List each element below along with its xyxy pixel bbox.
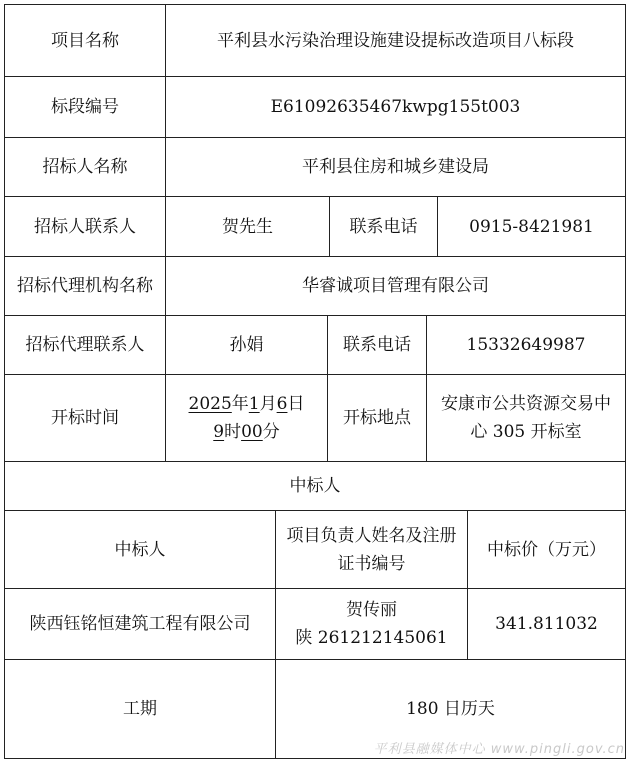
tenderer-contact-name: 贺先生 [222, 216, 273, 237]
opening-day: 6 [276, 394, 288, 414]
month-unit: 月 [259, 394, 277, 414]
section-no-value: E61092635467kwpg155t003 [270, 97, 521, 117]
tenderer-phone-label: 联系电话 [349, 216, 418, 237]
tenderer-contact-label: 招标人联系人 [34, 216, 136, 237]
opening-minute: 00 [241, 422, 263, 442]
project-name-label: 项目名称 [51, 30, 119, 51]
manager-header: 项目负责人姓名及注册证书编号 [286, 525, 457, 574]
project-name-value: 平利县水污染治理设施建设提标改造项目八标段 [217, 30, 574, 51]
agency-value: 华睿诚项目管理有限公司 [302, 276, 489, 296]
opening-month: 1 [248, 394, 260, 414]
winner-header: 中标人 [114, 539, 166, 560]
hour-unit: 时 [224, 422, 242, 442]
opening-place-label: 开标地点 [343, 408, 411, 428]
opening-hour: 9 [213, 422, 225, 442]
tenderer-phone-value: 0915-8421981 [469, 216, 594, 237]
winning-price: 341.811032 [495, 614, 598, 634]
opening-date [189, 390, 305, 418]
day-unit: 日 [287, 394, 305, 414]
opening-place-value: 安康市公共资源交易中心 305 开标室 [441, 394, 611, 442]
price-header: 中标价（万元） [487, 539, 606, 560]
watermark: 平利县融媒体中心 www.pingli.gov.cn [373, 742, 625, 757]
tenderer-value: 平利县住房和城乡建设局 [302, 157, 489, 177]
opening-year: 2025 [188, 394, 232, 414]
winner-section-title: 中标人 [289, 476, 341, 496]
minute-unit: 分 [262, 422, 280, 442]
agency-contact-label: 招标代理联系人 [25, 335, 145, 355]
manager-name: 贺传丽 [346, 600, 397, 620]
agency-label: 招标代理机构名称 [17, 276, 153, 296]
opening-clock [213, 418, 279, 446]
opening-time-value [166, 375, 327, 461]
manager-info [276, 589, 467, 659]
tenderer-label: 招标人名称 [42, 157, 128, 177]
duration-label: 工期 [123, 699, 157, 719]
table-border-bottom [4, 758, 626, 759]
year-unit: 年 [231, 394, 249, 414]
winner-company: 陕西钰铭恒建筑工程有限公司 [29, 614, 251, 634]
agency-phone-label: 联系电话 [343, 335, 411, 355]
agency-contact-name: 孙娟 [229, 335, 264, 355]
table-border-right [625, 4, 626, 759]
duration-value: 180 日历天 [406, 699, 495, 719]
opening-time-label: 开标时间 [51, 408, 119, 428]
section-no-label: 标段编号 [51, 97, 119, 117]
manager-cert: 陕 261212145061 [295, 628, 448, 648]
agency-phone-value: 15332649987 [466, 335, 586, 355]
